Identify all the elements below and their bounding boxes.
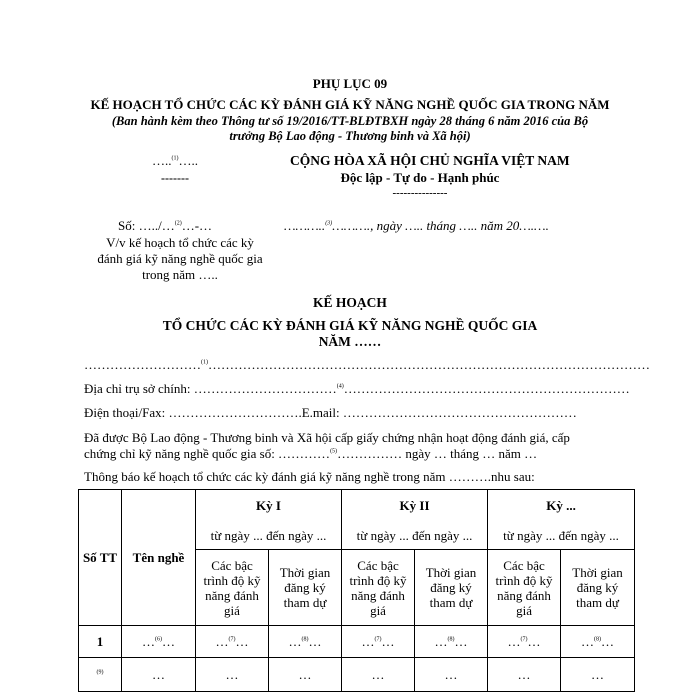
note-ref: (1) bbox=[201, 359, 208, 366]
doc-no-prefix: Số: …../… bbox=[118, 218, 175, 233]
address-label: Địa chỉ trụ sở chính: …………………………… bbox=[84, 381, 337, 396]
cell-prefix: … bbox=[361, 634, 375, 649]
row2-p2-time: … bbox=[415, 658, 488, 692]
note-ref: (7) bbox=[374, 636, 382, 643]
cell-suffix: … bbox=[308, 634, 322, 649]
period-1-name: Kỳ I bbox=[196, 490, 342, 522]
row1-p2-levels bbox=[342, 626, 415, 658]
period-3-levels: Các bậc trình độ kỹ năng đánh giá bbox=[488, 550, 561, 626]
document-number bbox=[118, 218, 212, 234]
row1-trade-suffix: … bbox=[162, 634, 175, 649]
row2-p3-time: … bbox=[561, 658, 635, 692]
date-suffix: ………., ngày ….. tháng ….. năm 20….…. bbox=[332, 218, 549, 233]
cell-suffix: … bbox=[527, 634, 541, 649]
row2-stt bbox=[79, 658, 122, 692]
period-1-levels: Các bậc trình độ kỹ năng đánh giá bbox=[196, 550, 269, 626]
period-3-name: Kỳ ... bbox=[488, 490, 635, 522]
appendix-label: PHỤ LỤC 09 bbox=[312, 76, 388, 91]
period-3-range: từ ngày ... đến ngày ... bbox=[488, 522, 635, 550]
table-row bbox=[79, 626, 635, 658]
plan-year: NĂM …… bbox=[318, 334, 382, 349]
document-subtitle-line1: (Ban hành kèm theo Thông tư số 19/2016/TT-BLĐTBXH ngày 28 tháng 6 năm 2016 của Bộ bbox=[111, 114, 589, 128]
org-name-placeholder bbox=[100, 153, 250, 169]
cell-suffix: … bbox=[235, 634, 249, 649]
period-3-registration-time: Thời gian đăng ký tham dự bbox=[561, 550, 635, 626]
row1-p2-time bbox=[415, 626, 488, 658]
cell-prefix: … bbox=[581, 634, 595, 649]
note-ref: (3) bbox=[325, 220, 333, 227]
subject-line3: trong năm ….. bbox=[142, 267, 218, 282]
note-ref: (4) bbox=[336, 383, 344, 390]
org-divider: ------- bbox=[161, 171, 189, 185]
document-subtitle-line2: trưởng Bộ Lao động - Thương binh và Xã hội) bbox=[229, 129, 471, 143]
period-1-registration-time: Thời gian đăng ký tham dự bbox=[269, 550, 342, 626]
plan-subheading: TỔ CHỨC CÁC KỲ ĐÁNH GIÁ KỸ NĂNG NGHỀ QUỐC GIA bbox=[162, 318, 538, 333]
note-ref: (7) bbox=[520, 636, 528, 643]
period-2-range: từ ngày ... đến ngày ... bbox=[342, 522, 488, 550]
org-line-prefix: ……………………… bbox=[84, 357, 201, 372]
row1-trade bbox=[122, 626, 196, 658]
org-name-line bbox=[84, 357, 650, 373]
org-line-suffix: ………………………………………………………………………………………… bbox=[208, 357, 650, 372]
period-2-levels: Các bậc trình độ kỹ năng đánh giá bbox=[342, 550, 415, 626]
certificate-line1: Đã được Bộ Lao động - Thương binh và Xã hội cấp giấy chứng nhận hoạt động đánh giá, cấp bbox=[84, 430, 570, 445]
cell-prefix: … bbox=[507, 634, 521, 649]
cell-suffix: … bbox=[454, 634, 468, 649]
note-ref: (6) bbox=[155, 636, 162, 643]
subject-block bbox=[60, 235, 300, 283]
cert-line2-prefix: chứng chỉ kỹ năng nghề quốc gia số: ………… bbox=[84, 446, 331, 461]
assessment-schedule-table bbox=[78, 489, 635, 692]
org-suffix: ….. bbox=[178, 153, 198, 168]
subject-line2: đánh giá kỹ năng nghề quốc gia bbox=[97, 251, 263, 266]
plan-heading: KẾ HOẠCH bbox=[313, 295, 387, 310]
date-prefix: ……….. bbox=[284, 218, 326, 233]
row2-p3-levels: … bbox=[488, 658, 561, 692]
note-ref: (5) bbox=[330, 448, 338, 455]
cell-prefix: … bbox=[434, 634, 448, 649]
header-trade: Tên nghề bbox=[122, 490, 196, 626]
country-name: CỘNG HÒA XÃ HỘI CHỦ NGHĨA VIỆT NAM bbox=[290, 153, 570, 168]
note-ref: (8) bbox=[594, 636, 602, 643]
org-prefix: ….. bbox=[152, 153, 172, 168]
row1-trade-prefix: … bbox=[142, 634, 155, 649]
note-ref: (8) bbox=[301, 636, 309, 643]
period-2-registration-time: Thời gian đăng ký tham dự bbox=[415, 550, 488, 626]
address-line bbox=[84, 381, 630, 397]
period-1-range: từ ngày ... đến ngày ... bbox=[196, 522, 342, 550]
row1-stt: 1 bbox=[79, 626, 122, 658]
subject-line1: V/v kế hoạch tổ chức các kỳ bbox=[106, 235, 254, 250]
notice-line: Thông báo kế hoạch tổ chức các kỳ đánh giá kỹ năng nghề trong năm ……….nhu sau: bbox=[84, 469, 535, 484]
header-stt: Số TT bbox=[79, 490, 122, 626]
row1-p1-time bbox=[269, 626, 342, 658]
cell-prefix: … bbox=[215, 634, 229, 649]
row2-p2-levels: … bbox=[342, 658, 415, 692]
row2-p1-levels: … bbox=[196, 658, 269, 692]
national-motto: Độc lập - Tự do - Hạnh phúc bbox=[340, 170, 500, 185]
note-ref: (2) bbox=[174, 220, 182, 227]
address-suffix: ………………………………………………………… bbox=[343, 381, 630, 396]
cell-prefix: … bbox=[288, 634, 302, 649]
row1-p1-levels bbox=[196, 626, 269, 658]
place-and-date bbox=[284, 218, 549, 234]
certificate-line2 bbox=[84, 446, 537, 462]
row2-p1-time: … bbox=[269, 658, 342, 692]
motto-divider: --------------- bbox=[392, 187, 448, 199]
row2-trade: … bbox=[122, 658, 196, 692]
row1-p3-time bbox=[561, 626, 635, 658]
note-ref: (1) bbox=[171, 155, 179, 162]
document-title: KẾ HOẠCH TỔ CHỨC CÁC KỲ ĐÁNH GIÁ KỸ NĂNG NGHỀ QUỐC GIA TRONG NĂM bbox=[90, 97, 610, 112]
cell-suffix: … bbox=[381, 634, 395, 649]
cell-suffix: … bbox=[601, 634, 615, 649]
row1-p3-levels bbox=[488, 626, 561, 658]
period-2-name: Kỳ II bbox=[342, 490, 488, 522]
note-ref: (9) bbox=[96, 669, 104, 676]
cert-line2-suffix: …………… ngày … tháng … năm … bbox=[337, 446, 538, 461]
phone-email-line: Điện thoại/Fax: ………………………….E.mail: ……………………………………………… bbox=[84, 405, 577, 420]
note-ref: (7) bbox=[228, 636, 236, 643]
table-row bbox=[79, 658, 635, 692]
note-ref: (8) bbox=[447, 636, 455, 643]
doc-no-suffix: …-… bbox=[181, 218, 213, 233]
